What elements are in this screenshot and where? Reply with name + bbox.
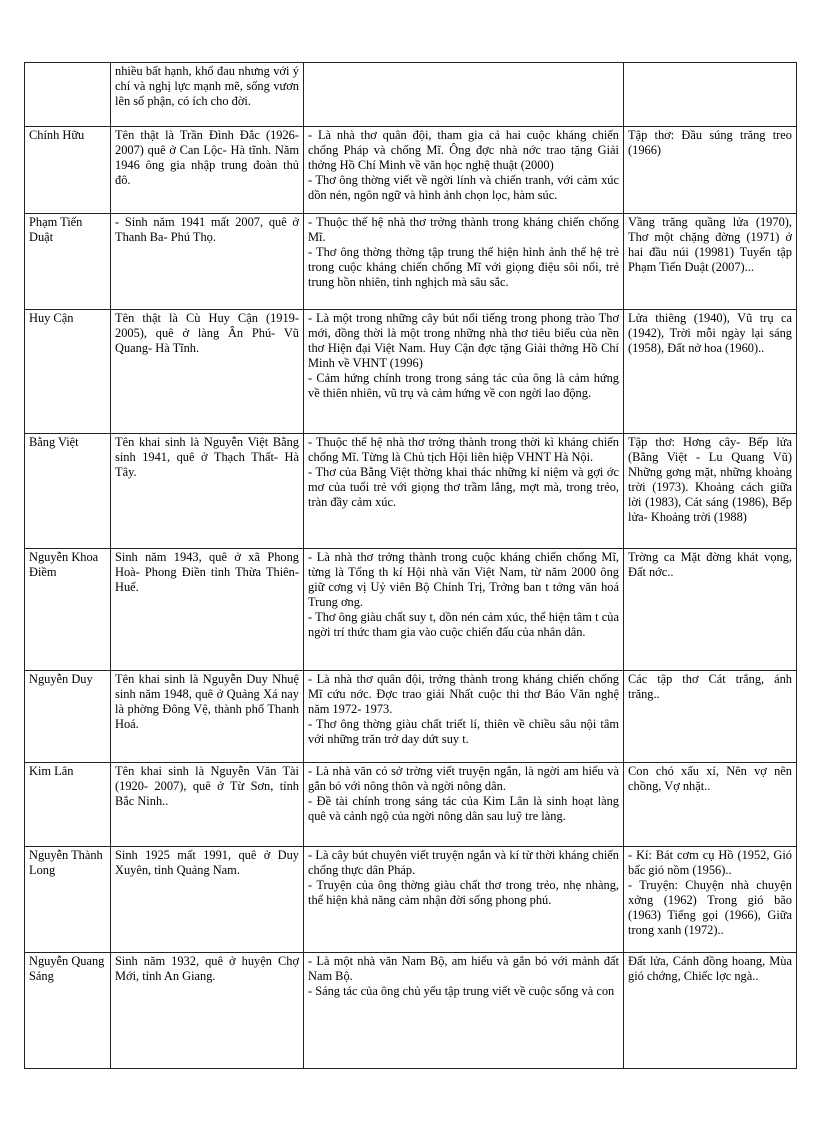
career-cell (304, 953, 624, 1069)
author-bio-cell (111, 763, 304, 847)
career-paragraph: - Là nhà thơ quân đội, tham gia cả hai cuộc kháng chiến chống Pháp và chống Mĩ. Ông đợc nhà nớc trao tặng Giải thởng Hồ Chí Minh về văn học nghệ thuật (2000) (308, 128, 619, 172)
works-cell (624, 434, 797, 549)
career-paragraph: - Cảm hứng chính trong trong sáng tác của ông là cảm hứng về thiên nhiên, vũ trụ và cảm hứng về con ngời lao động. (308, 371, 619, 400)
works-cell (624, 847, 797, 953)
author-bio: Tên khai sinh là Nguyễn Văn Tài (1920- 2007), quê ở Từ Sơn, tỉnh Bắc Ninh.. (115, 764, 299, 808)
table-row (25, 310, 797, 434)
works-cell (624, 671, 797, 763)
author-bio-cell (111, 127, 304, 214)
works-cell (624, 214, 797, 310)
author-name-cell (25, 549, 111, 671)
career-paragraph: - Sáng tác của ông chủ yếu tập trung viết về cuộc sống và con (308, 984, 615, 998)
table-row (25, 214, 797, 310)
author-name-cell (25, 63, 111, 127)
author-bio: Sinh năm 1932, quê ở huyện Chợ Mới, tỉnh An Giang. (115, 954, 299, 983)
career-paragraph: - Là nhà thơ quân đội, trởng thành trong kháng chiến chống Mĩ cứu nớc. Đợc trao giải Nhất cuộc thi thơ Báo Văn nghệ năm 1972- 1973. (308, 672, 619, 716)
author-name: Nguyễn Khoa Điềm (29, 550, 99, 579)
author-name: Huy Cận (29, 311, 74, 325)
author-name-cell (25, 763, 111, 847)
career-cell (304, 549, 624, 671)
author-name-cell (25, 953, 111, 1069)
career-paragraph: - Thơ ông giàu chất suy t, dồn nén cảm xúc, thể hiện tâm t của ngời trí thức tham gia vào cuộc chiến đấu của nhân dân. (308, 610, 619, 639)
career-cell (304, 847, 624, 953)
author-bio: Tên khai sinh là Nguyễn Việt Bằng sinh 1941, quê ở Thạch Thất- Hà Tây. (115, 435, 299, 479)
table-row (25, 434, 797, 549)
career-paragraph: - Thơ ông thờng thờng tập trung thể hiện hình ảnh thế hệ trẻ trong cuộc kháng chiến chống Mĩ với giọng điệu sôi nổi, trẻ trung hồn nhiên, tinh nghịch mà sâu sắc. (308, 245, 619, 289)
table-row (25, 671, 797, 763)
author-bio-cell (111, 63, 304, 127)
author-name-cell (25, 847, 111, 953)
table-row (25, 63, 797, 127)
author-bio: - Sinh năm 1941 mất 2007, quê ở Thanh Ba- Phú Thọ. (115, 215, 299, 244)
author-bio-cell (111, 953, 304, 1069)
works-list: Trờng ca Mặt đờng khát vọng, Đất nớc.. (628, 550, 792, 579)
author-name: Nguyễn Duy (29, 672, 93, 686)
table-row (25, 847, 797, 953)
career-cell (304, 214, 624, 310)
author-bio: Sinh 1925 mất 1991, quê ở Duy Xuyên, tỉnh Quảng Nam. (115, 848, 299, 877)
author-name-cell (25, 671, 111, 763)
table-row (25, 953, 797, 1069)
author-bio-cell (111, 434, 304, 549)
author-bio: Tên khai sinh là Nguyễn Duy Nhuệ sinh năm 1948, quê ở Quảng Xá nay là phờng Đông Vệ, thành phố Thanh Hoá. (115, 672, 299, 731)
table-row (25, 127, 797, 214)
career-cell (304, 434, 624, 549)
career-paragraph: - Truyện của ông thờng giàu chất thơ trong trẻo, nhẹ nhàng, thể hiện khả năng cảm nhận đời sống phong phú. (308, 878, 619, 907)
author-name-cell (25, 434, 111, 549)
author-bio: Sinh năm 1943, quê ở xã Phong Hoà- Phong Điền tỉnh Thừa Thiên-Huế. (115, 550, 299, 594)
author-table (24, 62, 797, 1069)
career-paragraph: - Đề tài chính trong sáng tác của Kim Lân là sinh hoạt làng quê và cảnh ngộ của ngời nông dân sau luỹ tre làng. (308, 794, 619, 823)
works-cell (624, 549, 797, 671)
author-bio-cell (111, 549, 304, 671)
works-cell (624, 763, 797, 847)
author-bio-cell (111, 310, 304, 434)
works-cell (624, 953, 797, 1069)
career-paragraph: - Thơ ông thờng giàu chất triết lí, thiên về chiều sâu nội tâm với những trăn trở day dứt suy t. (308, 717, 619, 746)
table-row (25, 763, 797, 847)
works-list: Tập thơ: Hơng cây- Bếp lửa (Bằng Việt - Lu Quang Vũ) Những gơng mặt, những khoảng trời (1973). Khoảng cách giữa lời (1983), Cát sáng (1986), Bếp lửa- Khoảng trời (1988) (628, 435, 792, 524)
author-name: Kim Lân (29, 764, 74, 778)
career-paragraph: - Là nhà thơ trởng thành trong cuộc kháng chiến chống Mĩ, từng là Tổng th kí Hội nhà văn Việt Nam, từ năm 2000 ông giữ cơng vị Uỷ viên Bộ Chính Trị, Trởng ban t tởng văn hoá Trung ơng. (308, 550, 619, 609)
works-list: Các tập thơ Cát trắng, ánh trăng.. (628, 672, 792, 701)
works-cell (624, 310, 797, 434)
career-paragraph: - Là một trong những cây bút nổi tiếng trong phong trào Thơ mới, đồng thời là một trong những nhà thơ tiêu biểu của nền thơ Hiện đại Việt Nam. Huy Cận đợc tặng Giải thởng Hồ Chí Minh về VHNT (1996) (308, 311, 619, 370)
career-paragraph: - Thuộc thế hệ nhà thơ trởng thành trong kháng chiến chống Mĩ. (308, 215, 619, 244)
career-paragraph: - Thuộc thế hệ nhà thơ trởng thành trong thời kì kháng chiến chống Mĩ. Từng là Chủ tịch Hội liên hiệp VHNT Hà Nội. (308, 435, 619, 464)
author-bio-cell (111, 847, 304, 953)
author-bio: nhiều bất hạnh, khổ đau nhưng với ý chí và nghị lực mạnh mẽ, sống vươn lên số phận, có ích cho đời. (115, 64, 299, 108)
career-paragraph: - Là nhà văn có sở trờng viết truyện ngắn, là ngời am hiểu và gắn bó với nông thôn và ngời nông dân. (308, 764, 619, 793)
works-list: Vầng trăng quầng lửa (1970), Thơ một chặng đờng (1971) ở hai đầu núi (19981) Tuyển tập Phạm Tiến Duật (2007)... (628, 215, 792, 274)
author-bio: Tên thật là Trần Đình Đắc (1926-2007) quê ở Can Lộc- Hà tĩnh. Năm 1946 ông gia nhập trung đoàn thủ đô. (115, 128, 299, 187)
document-page (24, 62, 796, 1069)
career-cell (304, 63, 624, 127)
author-name: Phạm Tiến Duật (29, 215, 83, 244)
table-row (25, 549, 797, 671)
career-cell (304, 671, 624, 763)
author-name: Bằng Việt (29, 435, 79, 449)
author-name: Nguyễn Quang Sáng (29, 954, 105, 983)
career-paragraph: - Là cây bút chuyên viết truyện ngắn và kí từ thời kháng chiến chống thực dân Pháp. (308, 848, 619, 877)
career-paragraph: - Là một nhà văn Nam Bộ, am hiểu và gắn bó với mảnh đất Nam Bộ. (308, 954, 619, 983)
author-name: Nguyễn Thành Long (29, 848, 103, 877)
author-bio-cell (111, 214, 304, 310)
career-paragraph: - Thơ ông thờng viết về ngời lính và chiến tranh, với cảm xúc dồn nén, ngôn ngữ và hình ảnh chọn lọc, hàm súc. (308, 173, 619, 202)
career-cell (304, 763, 624, 847)
author-name: Chính Hữu (29, 128, 85, 142)
career-cell (304, 310, 624, 434)
author-name-cell (25, 214, 111, 310)
works-cell (624, 63, 797, 127)
author-bio-cell (111, 671, 304, 763)
works-list: Đất lửa, Cánh đồng hoang, Mùa gió chớng, Chiếc lợc ngà.. (628, 954, 792, 983)
career-paragraph: - Thơ của Bằng Việt thờng khai thác những kỉ niệm và gợi ớc mơ của tuổi trẻ với giọng thơ trầm lắng, mợt mà, trong trẻo, tràn đầy cảm xúc. (308, 465, 619, 509)
works-list: Lửa thiêng (1940), Vũ trụ ca (1942), Trời mỗi ngày lại sáng (1958), Đất nở hoa (1960).. (628, 311, 792, 355)
works-list: Con chó xấu xí, Nên vợ nên chồng, Vợ nhặt.. (628, 764, 792, 793)
career-cell (304, 127, 624, 214)
works-list: Tập thơ: Đầu súng trăng treo (1966) (628, 128, 792, 157)
works-cell (624, 127, 797, 214)
author-bio: Tên thật là Cù Huy Cận (1919-2005), quê ở làng Ân Phú- Vũ Quang- Hà Tĩnh. (115, 311, 299, 355)
author-name-cell (25, 310, 111, 434)
works-list: - Kí: Bát cơm cụ Hồ (1952, Gió bấc gió nồm (1956).. - Truyện: Chuyện nhà chuyện xởng (1962) Trong gió bão (1963) Tiếng gọi (1966), Giữa trong xanh (1972).. (628, 848, 792, 937)
author-name-cell (25, 127, 111, 214)
